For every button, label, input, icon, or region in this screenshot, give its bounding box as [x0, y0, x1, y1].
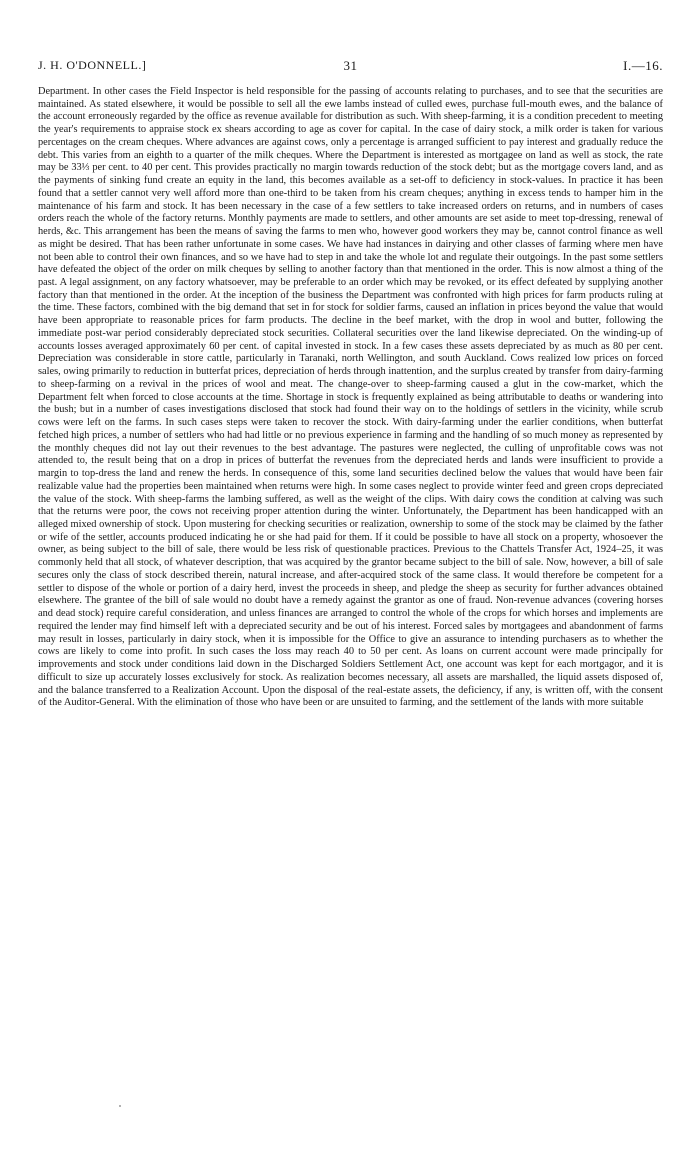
body-paragraph: Department. In other cases the Field Inspector is held responsible for the passing of accounts relating to purchases, and to see that the securities are maintained. As stated elsewhere, it would be possible to sell all the ewe lambs instead of culled ewes, purchase full-mouth ewes, and the balance of the account erroneously regarded by the office as revenue available for distribution as such. With sheep-farming, it is a condition precedent to meeting the year's requirements to appraise stock ex shears according to age as cover for capital. In the case of dairy stock, a milk order is taken for various percentages on the cream cheques. Where advances are against cows, only a percentage is arranged sufficient to pay interest and gradually reduce the debt. This varies from an eighth to a quarter of the milk cheques. Where the Department is interested as mortgagee on land as well as stock, the rate may be 33⅓ per cent. to 40 per cent. This provides practically no margin towards reduction of the stock debt; but as the mortgage covers land, and as the payments of sinking fund create an equity in the land, this becomes available as a set-off to deficiency in stock-values. In practice it has been found that a settler cannot very well afford more than one-third to be taken from his cream cheques; anything in excess tends to hamper him in the maintenance of his farm and stock. It has been necessary in the case of a few settlers to take increased orders on returns, and in numbers of cases orders reach the whole of the factory returns. Monthly payments are made to settlers, and other amounts are set aside to meet top-dressing, renewal of herds, &c. This arrangement has been the means of saving the farms to men who, however good workers they may be, cannot control finance as well as might be desired. That has been rather unfortunate in some cases. We have had instances in dairying and other classes of farming where men have not been able to control their own finances, and so we have had to step in and take the whole lot and regulate their outgoings. In the past some settlers have defeated the object of the order on milk cheques by selling to another factory than that mentioned in the order. This is now almost a thing of the past. A legal assignment, on any factory whatsoever, may be preferable to an order which may be revoked, or its effect defeated by supplying another factory than that mentioned in the order. At the inception of the business the Department was confronted with high prices for farm products ruling at the time. These factors, combined with the big demand that set in for stock for soldier farms, caused an inflation in prices beyond the value that would have been appropriate to reasonable prices for farm products. The decline in the beef market, with the drop in wool and butter, following the immediate post-war period considerably depreciated stock securities. Collateral securities over the land likewise depreciated. On the winding-up of accounts losses averaged approximately 60 per cent. of capital invested in stock. In a few cases these assets depreciated by as much as 80 per cent. Depreciation was considerable in store cattle, particularly in Taranaki, north Wellington, and south Auckland. Cows realized low prices on forced sales, owing primarily to reduction in butterfat prices, depreciation of herds through inattention, and the surplus created by transfer from dairy-farming to sheep-farming on a revival in the prices of wool and meat. The change-over to sheep-farming caused a glut in the cow-market, which the Department felt when forced to close accounts at the time. Shortage in stock is frequently explained as being attributable to deaths or wandering into the bush; but in a number of cases investigations disclosed that stock had found their way on to the holdings of settlers in the vicinity, while scrub cows were left on the farms. In such cases steps were taken to recover the stock. With dairy-farming under the earlier conditions, when butterfat fetched high prices, a number of settlers who had had little or no previous experience in farming and the handling of so much money as represented by the monthly cheques did not lay out their revenues to the best advantage. The pastures were neglected, the culling of unprofitable cows was not attended to, the result being that on a drop in prices of butterfat the revenues from the depreciated herds and lands were insufficient to provide a margin to top-dress the land and renew the herds. In consequence of this, some land securities declined below the values that would have been fair realizable value had the properties been maintained when returns were high. In some cases neglect to provide winter feed and green crops depreciated the value of the stock. With sheep-farms the lambing suffered, as well as the weight of the clips. With dairy cows the condition at calving was such that the returns were poor, the cows not receiving proper attention during the winter. Unfortunately, the Department has been handicapped with an alleged mixed ownership of stock. Upon mustering for checking securities or realization, ownership to some of the stock may be claimed by the father or wife of the settler, accounts produced indicating he or she had paid for them. If it could be possible to have all stock on a property, whosoever the owner, as being subject to the bill of sale, there would be less risk of questionable practices. Previous to the Chattels Transfer Act, 1924–25, it was commonly held that all stock, of whatever description, that was acquired by the grantor became subject to the bill of sale. Now, however, a bill of sale secures only the class of stock described therein, natural increase, and after-acquired stock of the same class. It would therefore be competent for a settler to dispose of the whole or portion of a dairy herd, invest the proceeds in sheep, and pledge the sheep as security for further advances obtained elsewhere. The grantee of the bill of sale would no doubt have a remedy against the grantor as one of fraud. Non-revenue advances (covering horses and dead stock) require careful consideration, and unless finances are arranged to control the whole of the crops for which horses and implements are required the lender may find himself left with a depreciated security and be out of his interest. Forced sales by mortgagees and abandonment of farms may result in losses, particularly in dairy stock, when it is impossible for the Office to give an assurance to intending purchasers as to whether the cows are likely to come into profit. In such cases the loss may reach 40 to 50 per cent. As loans on current account were made principally for improvements and stock under conditions laid down in the Discharged Soldiers Settlement Act, one account was kept for each mortgagor, and it is difficult to size up accurately losses exclusively for stock. As realization becomes necessary, all assets are marshalled, the liquid assets disposed of, and the balance transferred to a Realization Account. Upon the disposal of the real-estate assets, the deficiency, if any, is written off, with the consent of the Auditor-General. With the elimination of those who have been or are unsuited to farming, and the settlement of the lands with more suitable — [38, 86, 663, 709]
scan-speck — [119, 1105, 121, 1107]
header-reference: I.—16. — [623, 58, 663, 73]
page-header — [38, 58, 663, 74]
header-author: J. H. O'DONNELL.] — [38, 58, 147, 72]
header-page-number: 31 — [343, 58, 358, 73]
